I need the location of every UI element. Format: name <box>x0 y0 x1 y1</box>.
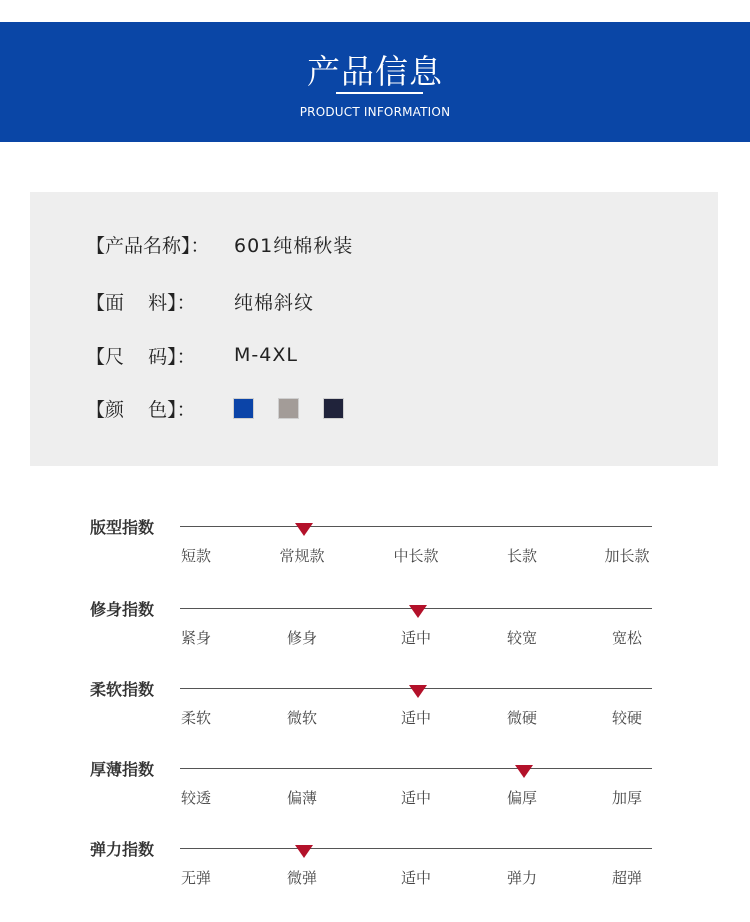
info-row-fabric <box>86 286 314 316</box>
scale-option: 较硬 <box>611 709 643 727</box>
info-value: M-4XL <box>234 344 298 366</box>
info-value: 纯棉斜纹 <box>234 291 315 314</box>
scale-5 <box>90 840 652 908</box>
scale-marker-icon <box>515 765 533 778</box>
scale-line <box>180 768 652 769</box>
title-underline <box>336 92 423 94</box>
scale-option: 适中 <box>400 869 432 887</box>
product-info-box <box>30 192 718 466</box>
scale-name: 柔软指数 <box>90 680 155 699</box>
info-row-color <box>86 393 369 423</box>
scale-option: 紧身 <box>180 629 212 647</box>
scale-option: 无弹 <box>180 869 212 887</box>
scale-option: 短款 <box>180 547 212 565</box>
scale-2 <box>90 600 652 668</box>
scale-option: 弹力 <box>506 869 538 887</box>
scale-option: 中长款 <box>393 547 439 565</box>
scale-option: 超弹 <box>611 869 643 887</box>
color-swatch-grey[interactable] <box>279 399 298 418</box>
info-row-size <box>86 340 298 370</box>
scale-option: 柔软 <box>180 709 212 727</box>
scale-name: 弹力指数 <box>90 840 155 859</box>
info-label: 【颜 色】： <box>86 398 196 421</box>
header-banner <box>0 22 750 142</box>
scale-line <box>180 848 652 849</box>
scale-option: 较透 <box>180 789 212 807</box>
scale-marker-icon <box>409 685 427 698</box>
scale-marker-icon <box>295 523 313 536</box>
scale-line <box>180 526 652 527</box>
scale-4 <box>90 760 652 828</box>
scale-option: 加长款 <box>604 547 650 565</box>
scale-option: 宽松 <box>611 629 643 647</box>
scale-option: 适中 <box>400 789 432 807</box>
scale-name: 版型指数 <box>90 518 155 537</box>
scale-option: 微软 <box>286 709 318 727</box>
scale-option: 适中 <box>400 709 432 727</box>
color-swatch-navy[interactable] <box>324 399 343 418</box>
scale-marker-icon <box>295 845 313 858</box>
scale-option: 微弹 <box>286 869 318 887</box>
info-label: 【产品名称】： <box>86 234 210 257</box>
color-swatches <box>234 399 369 418</box>
info-value: 601纯棉秋装 <box>234 234 354 257</box>
scale-option: 加厚 <box>611 789 643 807</box>
scale-1 <box>90 518 652 586</box>
scale-name: 修身指数 <box>90 600 155 619</box>
scale-option: 偏厚 <box>506 789 538 807</box>
info-label: 【尺 码】： <box>86 345 196 368</box>
scale-option: 长款 <box>506 547 538 565</box>
color-swatch-blue[interactable] <box>234 399 253 418</box>
scale-marker-icon <box>409 605 427 618</box>
scale-option: 较宽 <box>506 629 538 647</box>
scale-3 <box>90 680 652 748</box>
scale-option: 偏薄 <box>286 789 318 807</box>
info-row-name <box>86 229 353 259</box>
scale-option: 修身 <box>286 629 318 647</box>
info-label: 【面 料】： <box>86 291 196 314</box>
scale-name: 厚薄指数 <box>90 760 155 779</box>
page-subtitle: PRODUCT INFORMATION <box>299 105 451 119</box>
scale-option: 常规款 <box>279 547 325 565</box>
scale-option: 适中 <box>400 629 432 647</box>
page-title: 产品信息 <box>307 52 443 91</box>
scale-option: 微硬 <box>506 709 538 727</box>
